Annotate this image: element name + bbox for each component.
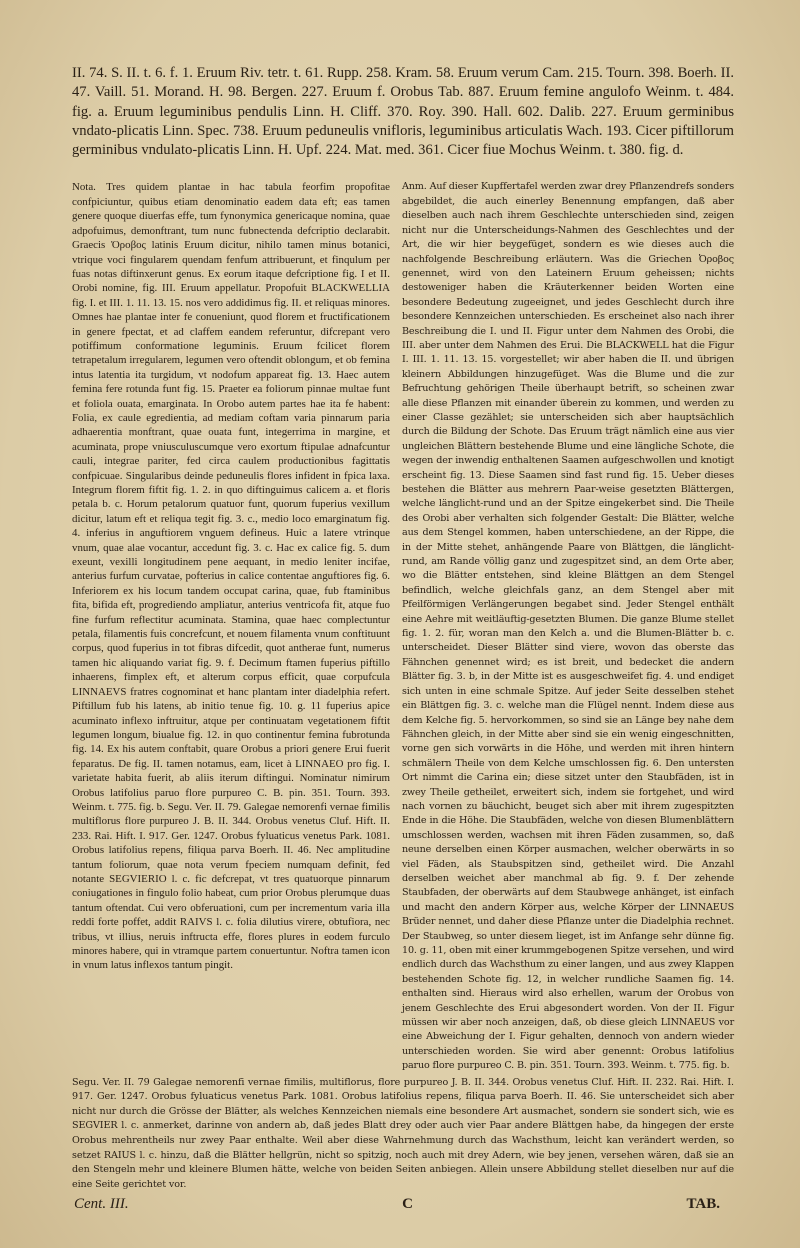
page-footer xyxy=(74,1196,720,1213)
german-note-column: Anm. Auf dieser Kupffertafel werden zwar drey Pflanzendrefs sonders abgebildet, die auch einerley Benennung empfangen, daß aber dieselben auch nach ihrem Geschlechte unterschieden sind, zeigen nicht nur die Unterscheidungs-Nahmen des Geschlechtes und der Art, die wir hier beygefüget, sondern es wie dieses auch die nachfolgende Beschreibung erläutern. Was die Griechen Ὀροβος genennet, wird von den Lateinern Eruum geheissen; nichts destoweniger haben die Kräuterkenner beiden Worten eine besondere Bedeutung zugeeignet, und jedes Geschlecht durch ihre besondere Kennzeichen unterschieden. Es erscheinet also nach ihrer Beschreibung die I. und II. Figur unter dem Nahmen des Orobi, die III. aber unter dem Nahmen des Erui. Die BLACKWELL hat die Figur I. III. 1. 11. 13. 15. vorgestellet; wir aber haben die II. und übrigen kleinern Abbildungen hinzugefüget. Was die Blume und die zur Befruchtung gehörigen Theile überhaupt betrift, so scheinen zwar alle diese Pflanzen mit einander überein zu kommen, und werden zu einer Classe gezählet; sie unterscheiden sich aber hauptsächlich durch die Bildung der Schote. Das Eruum trägt nämlich eine aus vier ungleichen Blättern bestehende Blume und eine längliche Schote, die wegen der inwendig enthaltenen Saamen aufgeschwollen und knotigt erscheint fig. 13. Diese Saamen sind fast rund fig. 15. Ueber dieses bestehen die Blätter aus mehrern Paar-weise gesetzten Blättergen, welche länglicht-rund und an der Spitze eingekerbet sind. Die Theile des Orobi aber verhalten sich folgender Gestalt: Die Blätter, welche aus dem Stengel kommen, haben unterschiedene, an der Rippe, die in der Mitte stehet, anhängende Paare von Blättgen, die länglicht-rund, am Rande völlig ganz und zugespitzet sind, an dem Orte aber, wo die Blätter entstehen, sind kleine Blättgen an dem Stengel befindlich, welche gleichfals ganz, an dem Stengel aber mit Pfeilförmigen Verlängerungen begabet sind. Jeder Stengel enthält eine Aehre mit weitläuftig-gesetzten Blumen. Die ganze Blume stellet fig. 1. 2. für, woran man den Kelch a. und die Blumen-Blätter b. c. unterscheidet. Dieser Blätter sind viere, wovon das oberste das Fähnchen genennet wird; es ist breit, und bedecket die andern Blätter fig. 3. b, in der Mitte ist es ausgeschweifet fig. 4. und endiget sich unten in eine schmale Spitze. Auf jeder Seite desselben stehet ein Blättgen fig. 3. c. welche man die Flügel nennt. Indem diese aus dem Kelche fig. 5. hervorkommen, so sind sie an Länge bey nahe dem Fähnchen gleich, in der Mitte aber sind sie ein wenig eingeschnitten, vorne gen sich vorwärts in die Höhe, und werden mit ihren hintern schmälern Theile von dem Kelche umschlossen fig. 6. Den untersten Ort nimmt die Carina ein; diese sitzet unter den Staubfäden, ist in zwey Theile getheilet, erweitert sich, indem sie fortgehet, und wird nach vornen zu bäuchicht, beuget sich aber mit ihrem zugespitzten Ende in die Höhe. Die Staubfäden, welche von diesen Blumenblättern umschlossen werden, wachsen mit ihren Fäden zusammen, so, daß neune derselben einen Körper ausmachen, welcher oberwärts in so viel Fäden, als Staubspitzen sind, getheilet wird. Die Anzahl derselben weichet aber manchmal ab fig. 9. f. Der zehende Staubfaden, der oberwärts auf dem Staubwege anhänget, ist einfach und macht den andern Körper aus, welche Körper der LINNAEUS Brüder nennet, und daher diese Pflanze unter die Diadelphia rechnet. Der Staubweg, so unter diesem lieget, ist im Anfange sehr dünne fig. 10. g. 11, oben mit einer krummgebogenen Spitze versehen, und wird endlich durch das Wachsthum zu einer langen, und aus zwey Klappen bestehenden Schote fig. 12, in welcher rundliche Saamen fig. 14. enthalten sind. Hieraus wird also erhellen, warum der Orobus von jenem Geschlechte des Erui abgesondert worden. Von der II. Figur müssen wir aber noch anzeigen, daß, ob diese gleich LINNAEUS vor eine Abweichung der I. Figur gehalten, dennoch von andern wieder unterschieden worden. Sie wird aber genennt: Orobus latifolius paruo flore purpureo C. B. pin. 351. Tourn. 393. Weinm. t. 775. fig. b. xyxy=(402,181,734,1072)
footer-signature: C xyxy=(402,1196,413,1212)
footer-century: Cent. III. xyxy=(74,1196,129,1212)
two-column-body xyxy=(72,180,734,1073)
footer-catchword: TAB. xyxy=(686,1196,720,1212)
synonymy-header: II. 74. S. II. t. 6. f. 1. Eruum Riv. tetr. t. 61. Rupp. 258. Kram. 58. Eruum verum Cam. 215. Tourn. 398. Boerh. II. 47. Vaill. 51. Morand. H. 98. Bergen. 227. Eruum f. Orobus Tab. 887. Eruum femine angulofo Weinm. t. 484. fig. a. Eruum leguminibus pendulis Linn. H. Cliff. 370. Roy. 390. Hall. 602. Dalib. 227. Eruum germinibus vndato-plicatis Linn. Spec. 738. Eruum peduneulis vnifloris, leguminibus articulatis Wach. 193. Cicer piftillorum germinibus vndulato-plicatis Linn. H. Upf. 224. Mat. med. 361. Cicer fiue Mochus Weinm. t. 380. fig. d. xyxy=(72,65,734,159)
closing-paragraph: Segu. Ver. II. 79 Galegae nemorenfi vernae fimilis, multiflorus, flore purpureo J. B. II. 344. Orobus venetus Cluf. Hift. II. 232. Rai. Hift. I. 917. Ger. 1247. Orobus fyluaticus venetus Park. 1081. Orobus latifolius repens, filiqua parva Boerh. II. 46. Sie unterscheidet sich aber nicht nur durch die Grösse der Blätter, als welches Kennzeichen niemals eine besondere Art ausmachet, sondern sie sondert sich, wie es SEGVIER l. c. anmerket, darinne von andern ab, daß jedes Blatt drey oder auch vier Paar andere Blättgen habe, da hingegen der erste Orobus mehrentheils nur zwey Paar enthalte. Weil aber diese Wahrnehmung durch das Wachsthum, leicht kan verändert werden, so setzet RAIUS l. c. hinzu, daß die Blätter hellgrün, nicht so spitzig, noch auch mit drey Adern, wie bey jenen, versehen wären, daß sie an den Stengeln mehr und kleinere Blumen hätte, welche von beiden Seiten anbiegen. Allein unsere Abbildung stellet dieselben nur auf die eine Seite gerichtet vor. xyxy=(72,1076,734,1190)
latin-note-column: Nota. Tres quidem plantae in hac tabula feorfim propofitae confpiciuntur, quibus etiam denominatio eadem data eft; eas tamen genere quoque diuerfas effe, tum fynonymica genericaque nomina, quae adpofuimus, demonftrant, tum nunc fubnectenda defcriptio declarabit. Graecis Ὀροβος latinis Eruum dicitur, nihilo tamen minus botanici, vtrique voci fingularem quendam fenfum attribuerunt, et finqulum per fuas notas diftinxerunt genus. Ex eorum itaque defcriptione fig. I et II. Orobi nomine, fig. III. Eruum appellatur. Propofuit BLACKWELLIA fig. I. et III. 1. 11. 13. 15. nos vero addidimus fig. II. et reliquas minores. Omnes hae plantae inter fe conueniunt, quod florem et fructificationem in genere fpectat, et ad claffem eandem referuntur, difcrepant vero potiffimum conformatione leguminis. Eruum fcilicet florem tetrapetalum irregularem, legumen vero oftendit oblongum, et ob femina intus latentia ita turgidum, vt nodofum appareat fig. 13. Haec autem femina fere rotunda funt fig. 15. Praeter ea foliorum pinnae multae funt et foliola ouata, emarginata. In Orobo autem partes hae ita fe habent: Folia, ex caule egredientia, ad mediam coftam varia pinnarum paria adhaerentia monftrant, quae ouata funt, integerrima in margine, et acuminata, prope vniusculuscumque vero exortum ftipulae adnafcuntur cauli, integrae pariter, fed circa caulem productionibus fagittatis confpicuae. Singularibus deinde peduneulis flores infident in fpica laxa. Integrum florem fiftit fig. 1. 2. in quo diftinguimus calicem a. et floris petala b. c. Horum petalorum quatuor funt, quorum fuperius vexillum dicitur, latum eft et reliqua tegit fig. 3. c., medio loco emarginatum fig. 4. inferius in anguftiorem vnguem defineus. Huic a latere vtrinque vnum, quae alae vocantur, accedunt fig. 3. c. Hac ex calice fig. 5. dum exeunt, vexilli longitudinem pene aequant, in medio leniter incifae, anterius furfum curvatae, pofterius in calice contentae anguftiores fig. 6. Inferiorem ex his locum tandem occupat carina, quae, fub ftaminibus fita, bifida eft, progrediendo ampliatur, anterius ventricofa fit, atque fuo fine furfum reflectitur acuminata. Stamina, quae haec complectuntur petala, filamentis fuis concrefcunt, et nouem filamenta vnum conftituunt corpus, quod fuperius in tot fibras difcedit, quot antherae funt, numerus tamen hic aliquando variat fig. 9. f. Decimum ftamen fuperius piftillo inhaerens, fimplex eft, et alterum corpus efficit, quae corpufcula LINNAEVS fratres cognominat et hanc plantam inter diadelphia refert. Piftillum fub his latens, ab initio tenue fig. 10. g. 11 fuperius apice acuminato inflexo inftruitur, atque per continuatam vegetationem fiftit legumen longum, biualue fig. 12. in quo continentur femina fubrotunda fig. 14. Ex his autem conftabit, quare Orobus a priori genere Erui fuerit feparatus. De fig. II. tamen notamus, eam, licet à LINNAEO pro fig. I. varietate habita fuerit, ab aliis iterum diftingui. Nominatur nimirum Orobus latifolius paruo flore purpureo C. B. pin. 351. Tourn. 393. Weinm. t. 775. fig. b. Segu. Ver. II. 79. Galegae nemorenfi vernae fimilis multiflorus flore purpureo J. B. II. 344. Orobus venetus Cluf. Hift. II. 233. Rai. Hift. I. 917. Ger. 1247. Orobus fyluaticus venetus Park. 1081. Orobus latifolius repens, filiqua parva Boerh. II. 46. Nec amplitudine tantum foliorum, quae nota verum fpeciem numquam definit, fed notante SEGVIERIO l. c. fic defcrepat, vt tres quatuorque pinnarum coniugationes in fingulo folio habeat, cum prior Orobus plerumque duas tantum oftendat. Cui vero obferuationi, cum per incrementum varia illa reddi forte poffet, addit RAIVS l. c. folia dilutius virere, obtufiora, nec tribus, vt illius, neruis inftructa effe, flores plures in eodem furculo minores habere, qui in vtramque partem conuertuntur. Noftra tamen icon in vnum latus inflexos tantum pingit. xyxy=(72,181,390,972)
